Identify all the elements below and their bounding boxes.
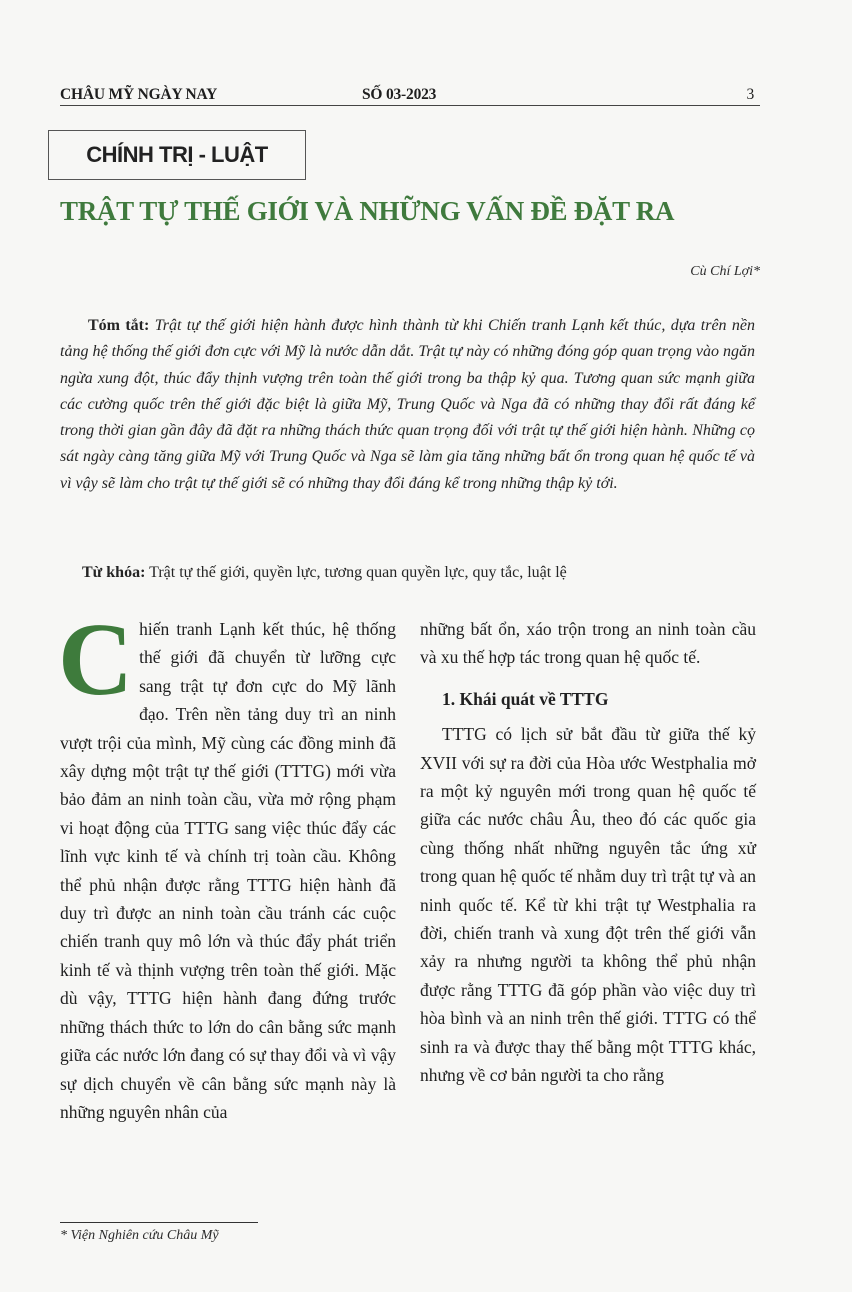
footnote-rule bbox=[60, 1222, 258, 1223]
article-title: TRẬT TỰ THẾ GIỚI VÀ NHỮNG VẤN ĐỀ ĐẶT RA bbox=[60, 196, 675, 226]
issue-number: SỐ 03-2023 bbox=[362, 86, 437, 103]
keywords bbox=[60, 560, 755, 586]
intro-text: hiến tranh Lạnh kết thúc, hệ thống thế giới đã chuyển từ lưỡng cực sang trật tự đơn cực do Mỹ lãnh đạo. Trên nền tảng duy trì an ninh vượt trội của mình, Mỹ cùng các đồng minh đã xây dựng một trật tự thế giới (TTTG) mới vừa bảo đảm an ninh toàn cầu, vừa mở rộng phạm vi hoạt động của TTTG sang việc thúc đẩy các lĩnh vực kinh tế và chính trị toàn cầu. Không thể phủ nhận được rằng TTTG hiện hành đã duy trì được an ninh toàn cầu tránh các cuộc chiến tranh quy mô lớn và thúc đẩy phát triển kinh tế và thịnh vượng trên toàn thế giới. Mặc dù vậy, TTTG hiện hành đang đứng trước những thách thức to lớn do cân bằng sức mạnh giữa các nước lớn đang có sự thay đổi và vì vậy sự dịch chuyển về cân bằng sức mạnh này là những nguyên nhân của bbox=[60, 619, 396, 1122]
body-column-left bbox=[58, 602, 396, 1126]
header-rule bbox=[60, 105, 760, 106]
section-label-box bbox=[48, 130, 306, 180]
section-heading: 1. Khái quát về TTTG bbox=[442, 688, 609, 709]
section-paragraph: TTTG có lịch sử bắt đầu từ giữa thế kỷ XVII với sự ra đời của Hòa ước Westphalia mở ra một kỷ nguyên mới trong quan hệ quốc tế giữa các nước châu Âu, theo đó các quốc gia cùng thống nhất những nguyên tắc ứng xử trong quan hệ quốc tế nhằm duy trì trật tự và an ninh quốc tế. Kể từ khi trật tự Westphalia ra đời, chiến tranh và xung đột trên thế giới vẫn xảy ra nhưng người ta không thể phủ nhận được rằng TTTG đã góp phần vào việc duy trì hòa bình và an ninh trên thế giới. TTTG có thể sinh ra và được thay thế bằng một TTTG khác, nhưng về cơ bản người ta cho rằng bbox=[420, 724, 756, 1086]
journal-name: CHÂU MỸ NGÀY NAY bbox=[60, 86, 218, 103]
abstract-text: Trật tự thế giới hiện hành được hình thành từ khi Chiến tranh Lạnh kết thúc, dựa trên nền tảng hệ thống thế giới đơn cực với Mỹ là nước dẫn dắt. Trật tự này có những đóng góp quan trọng vào ngăn ngừa xung đột, thúc đẩy thịnh vượng trên toàn thế giới trong ba thập kỷ qua. Tương quan sức mạnh giữa các cường quốc trên thế giới đặc biệt là giữa Mỹ, Trung Quốc và Nga đã có những thay đổi rất đáng kể trong thời gian gần đây đã đặt ra những thách thức quan trọng đối với trật tự thế giới hiện hành. Những cọ sát ngày càng tăng giữa Mỹ với Trung Quốc và Nga sẽ làm gia tăng những bất ổn trong quan hệ quốc tế và vì vậy sẽ làm cho trật tự thế giới sẽ có những thay đổi đáng kể trong những thập kỷ tới. bbox=[60, 317, 756, 492]
author-name: Cù Chí Lợi* bbox=[690, 264, 760, 279]
page-number: 3 bbox=[746, 86, 754, 103]
keywords-label: Từ khóa: bbox=[82, 564, 146, 581]
intro-paragraph bbox=[58, 602, 396, 1126]
section-label: CHÍNH TRỊ - LUẬT bbox=[86, 142, 268, 167]
keywords-text: Trật tự thế giới, quyền lực, tương quan quyền lực, quy tắc, luật lệ bbox=[149, 564, 567, 581]
body-column-right bbox=[420, 615, 756, 1090]
intro-continued: những bất ổn, xáo trộn trong an ninh toàn cầu và xu thế hợp tác trong quan hệ quốc tế. bbox=[420, 619, 756, 668]
abstract bbox=[60, 313, 755, 497]
abstract-label: Tóm tắt: bbox=[88, 317, 150, 334]
drop-cap: C bbox=[58, 602, 134, 717]
footnote: * Viện Nghiên cứu Châu Mỹ bbox=[60, 1228, 219, 1243]
